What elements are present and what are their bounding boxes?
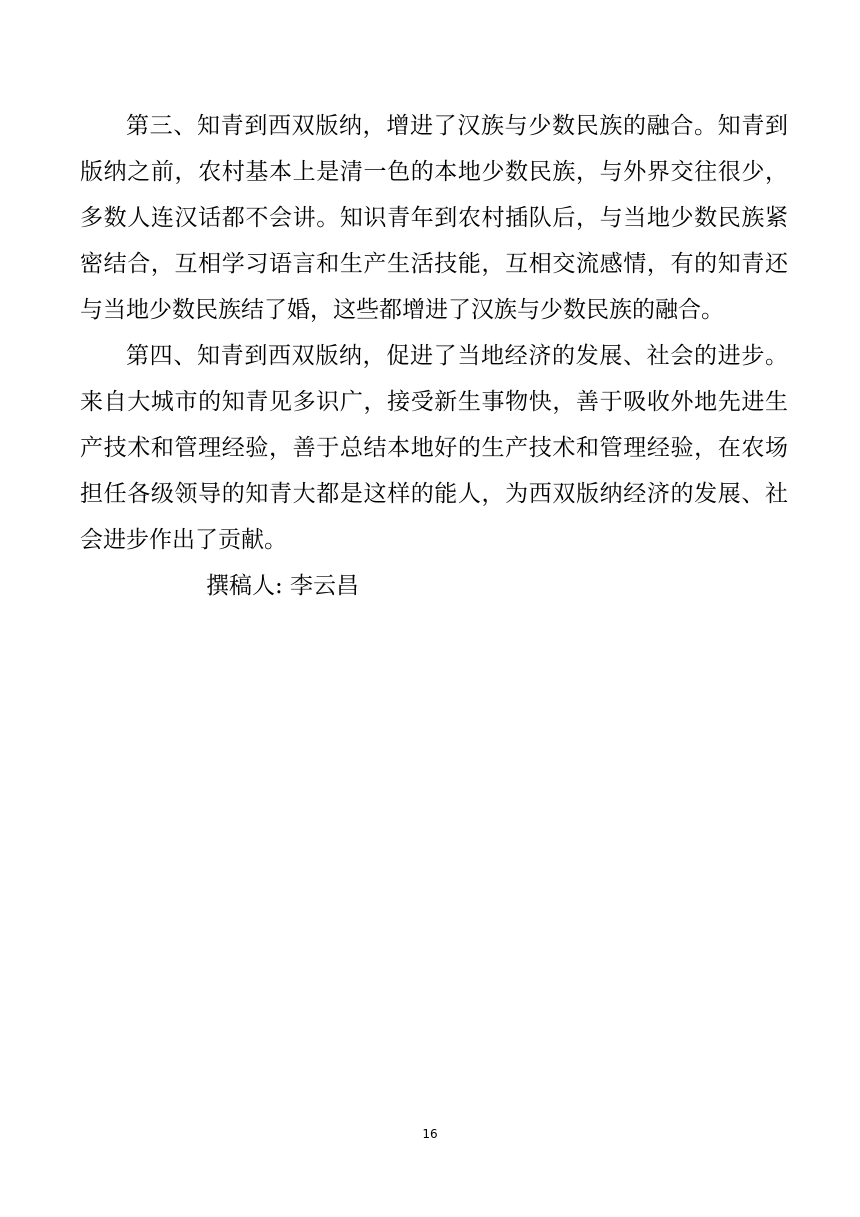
page-number: 16 <box>422 1127 438 1141</box>
document-body <box>80 103 788 609</box>
paragraph-third-point: 第三、知青到西双版纳，增进了汉族与少数民族的融合。知青到版纳之前，农村基本上是清一色的本地少数民族，与外界交往很少，多数人连汉话都不会讲。知识青年到农村插队后，与当地少数民族紧密结合，互相学习语言和生产生活技能，互相交流感情，有的知青还与当地少数民族结了婚，这些都增进了汉族与少数民族的融合。 <box>80 113 788 323</box>
author-signature: 撰稿人: 李云昌 <box>206 573 360 599</box>
paragraph-fourth-point: 第四、知青到西双版纳，促进了当地经济的发展、社会的进步。来自大城市的知青见多识广，接受新生事物快，善于吸收外地先进生产技术和管理经验，善于总结本地好的生产技术和管理经验，在农场担任各级领导的知青大都是这样的能人，为西双版纳经济的发展、社会进步作出了贡献。 <box>80 343 788 553</box>
